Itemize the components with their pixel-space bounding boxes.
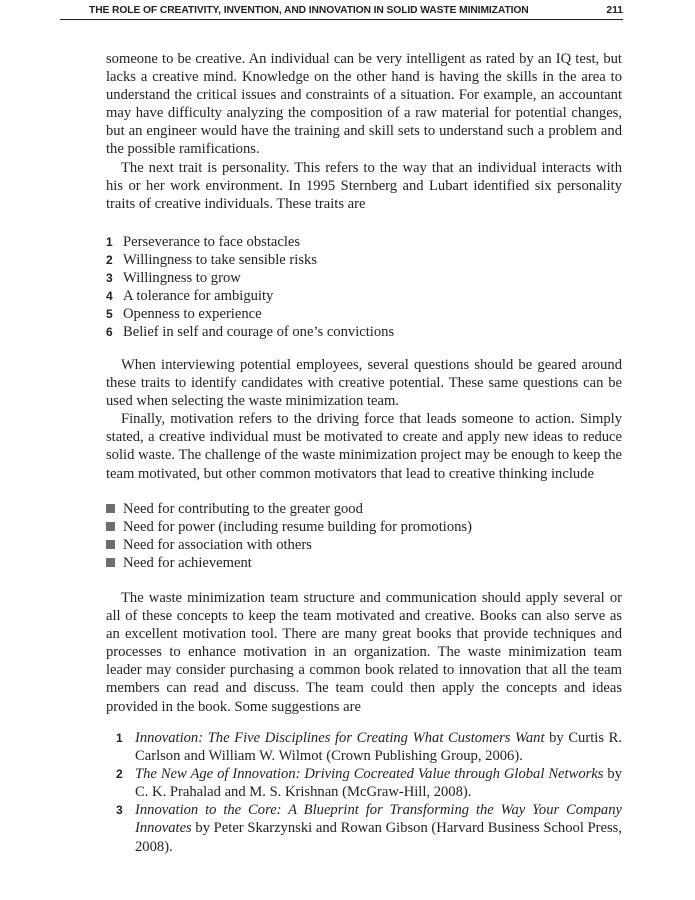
paragraph: someone to be creative. An individual can be very intelligent as rated by an IQ test, but lacks a creative mind. Knowledge on the other hand is having the skills in the area to understand the critical issues and constraints of a situation. For example, an accountant may have difficulty analyzing the composition of a raw material for potential changes, but an engineer would have the training and skill sets to understand such a problem and the possible ramifications. [106,51,622,158]
traits-list [106,233,622,342]
page-number: 211 [606,5,623,16]
book-item: 2 The New Age of Innovation: Driving Cocreated Value through Global Networks by C. K. Prahalad and M. S. Krishnan (McGraw-Hill, 2008). [116,766,622,801]
square-bullet-icon [106,558,115,567]
list-item: 6 Belief in self and courage of one’s convictions [106,324,395,341]
list-item: 3 Willingness to grow [106,270,241,287]
body-section-books [106,589,622,716]
motivators-list [106,500,622,572]
square-bullet-icon [106,504,115,513]
bullet-item: Need for achievement [106,554,622,572]
paragraph: The waste minimization team structure and communication should apply several or all of these concepts to keep the team motivated and creative. Books can also serve as an excellent motivation tool. There are many great books that provide techniques and processes to enhance motivation in an organization. The waste minimization team leader may consider purchasing a common book related to innovation that all the team members can read and discuss. The team could then apply the concepts and ideas provided in the book. Some suggestions are [106,590,622,715]
bullet-item: Need for contributing to the greater good [106,500,622,518]
square-bullet-icon [106,540,115,549]
paragraph: When interviewing potential employees, several questions should be geared around these traits to identify candidates with creative potential. These same questions can be used when selecting the waste minimization team. [106,357,622,410]
book-title: The New Age of Innovation: Driving Cocreated Value through Global Networks [135,766,604,783]
body-section-knowledge-personality [106,50,622,213]
book-item: 1 Innovation: The Five Disciplines for Creating What Customers Want by Curtis R. Carlson and William W. Wilmot (Crown Publishing Group, 2006). [116,730,622,765]
body-section-motivation [106,356,622,483]
paragraph: The next trait is personality. This refers to the way that an individual interacts with his or her work environment. In 1995 Sternberg and Lubart identified six personality traits of creative individuals. These traits are [106,159,622,212]
list-item: 4 A tolerance for ambiguity [106,288,274,305]
book-title: Innovation to the Core: A Blueprint for Transforming the Way Your Company Innovates [135,802,622,837]
running-header-title: THE ROLE OF CREATIVITY, INVENTION, AND INNOVATION IN SOLID WASTE MINIMIZATION [89,5,529,16]
bullet-item: Need for association with others [106,536,622,554]
list-item: 5 Openness to experience [106,306,262,323]
bullet-item: Need for power (including resume building for promotions) [106,518,622,536]
running-header [60,4,623,20]
book-item: 3 Innovation to the Core: A Blueprint for Transforming the Way Your Company Innovates by Peter Skarzynski and Rowan Gibson (Harvard Business School Press, 2008). [116,802,622,855]
square-bullet-icon [106,522,115,531]
list-item: 2 Willingness to take sensible risks [106,252,317,269]
paragraph: Finally, motivation refers to the driving force that leads someone to action. Simply stated, a creative individual must be motivated to create and apply new ideas to reduce solid waste. The challenge of the waste minimization project may be enough to keep the team motivated, but other common motivators that lead to creative thinking include [106,411,622,482]
book-suggestions-list [106,729,622,856]
list-item: 1 Perseverance to face obstacles [106,234,301,250]
book-title: Innovation: The Five Disciplines for Creating What Customers Want [135,730,545,746]
